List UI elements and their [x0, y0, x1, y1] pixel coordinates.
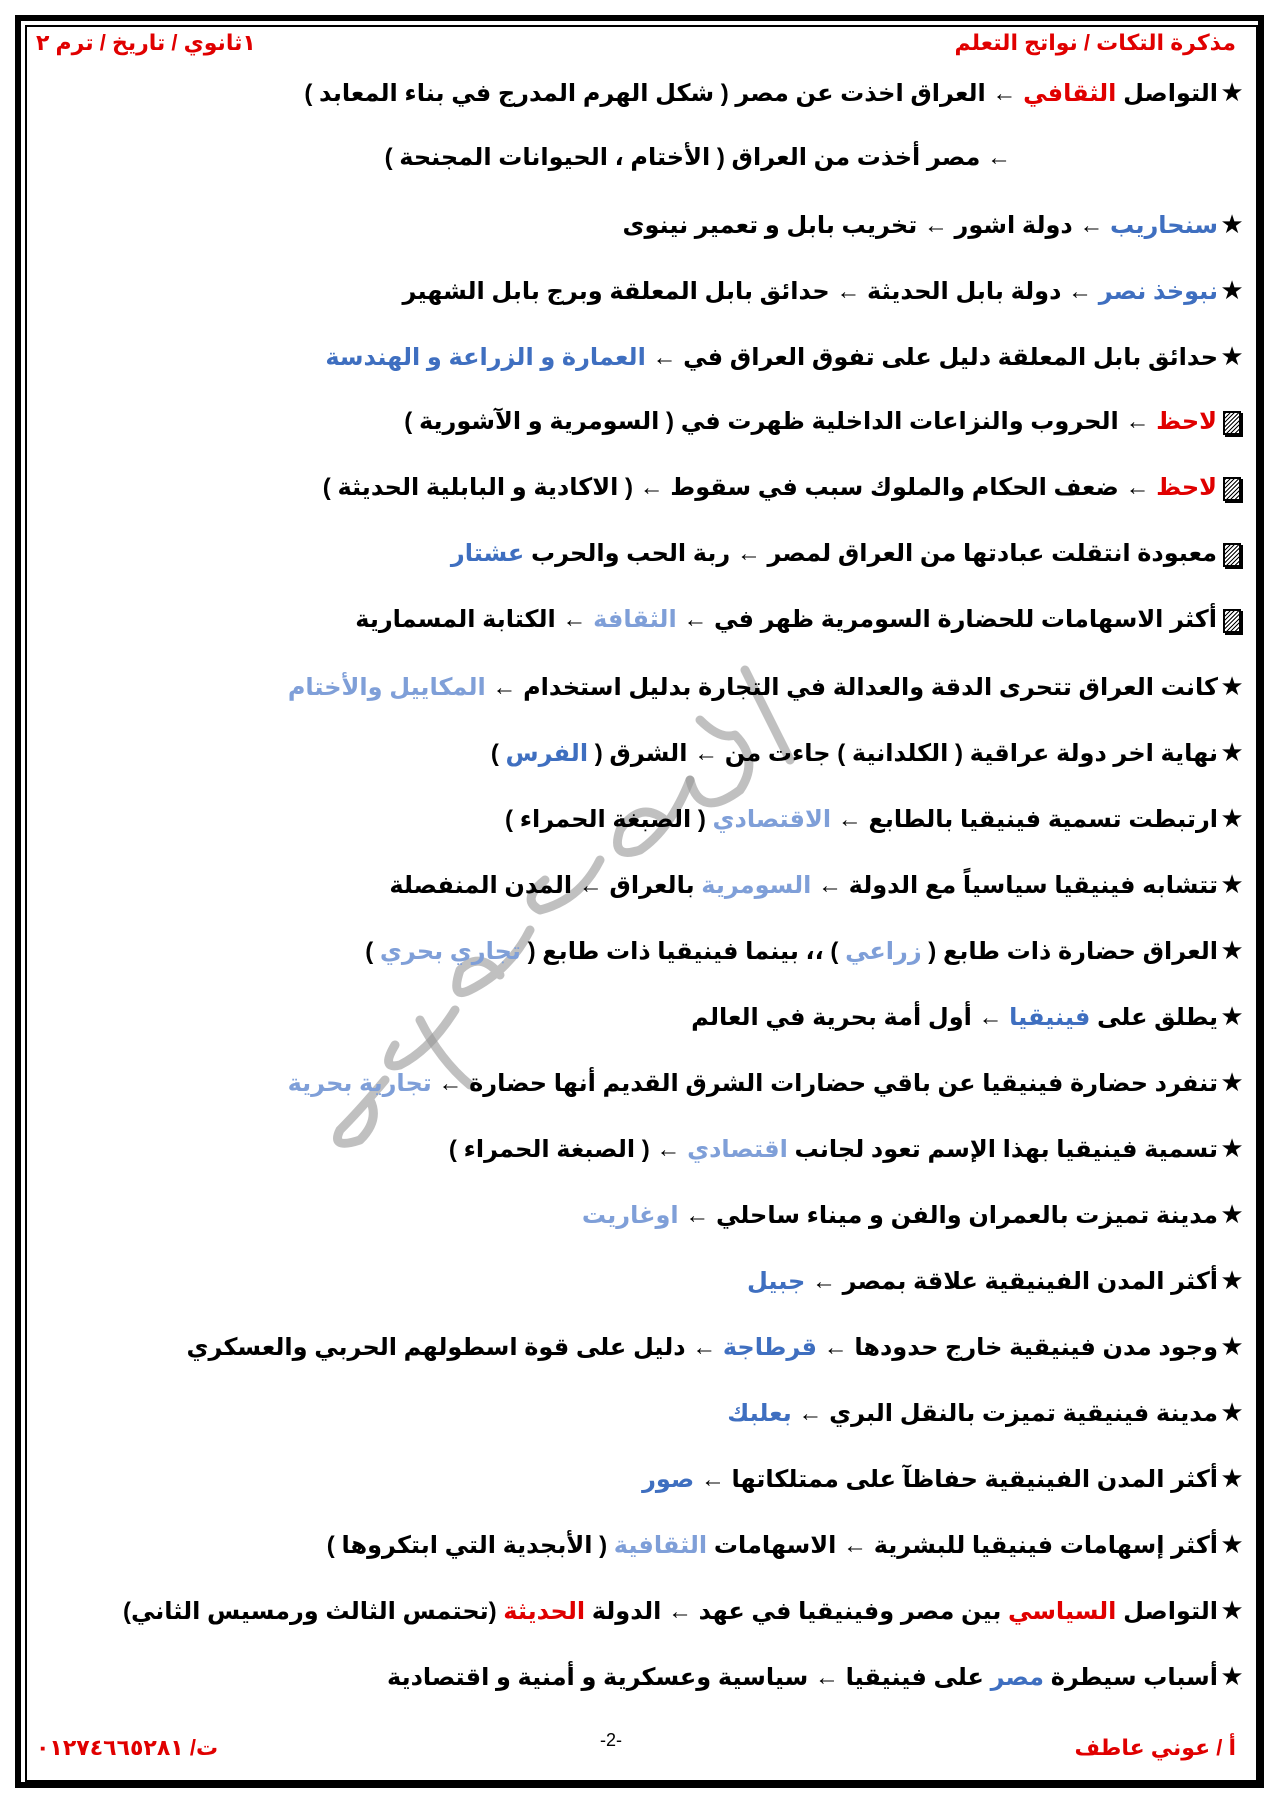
- note-text: مدينة تميزت بالعمران والفن و ميناء ساحلي ←: [678, 1202, 1218, 1229]
- notebook-icon: [1223, 477, 1241, 501]
- list-item: [46, 719, 1246, 785]
- list-item: [46, 917, 1246, 983]
- star-bullet-icon: ★: [1220, 1463, 1244, 1493]
- highlighted-term: تجارية بحرية: [287, 1070, 432, 1097]
- star-bullet-icon: ★: [1220, 275, 1244, 305]
- highlighted-term: السومرية: [701, 872, 812, 899]
- list-item: [46, 653, 1246, 719]
- highlighted-term: مصر: [990, 1664, 1045, 1691]
- note-text: أكثر المدن الفينيقية علاقة بمصر ←: [805, 1268, 1218, 1295]
- highlighted-term: عشتار: [450, 540, 525, 567]
- star-bullet-icon: ★: [1220, 1661, 1244, 1691]
- list-item: [46, 521, 1246, 587]
- note-text: ): [490, 740, 506, 767]
- list-item: [46, 1247, 1246, 1313]
- note-text: وجود مدن فينيقية خارج حدودها ←: [817, 1334, 1218, 1361]
- note-text: ارتبطت تسمية فينيقيا بالطابع ←: [831, 806, 1218, 833]
- note-text: العراق حضارة ذات طابع (: [921, 938, 1218, 965]
- highlighted-term: جبيل: [747, 1268, 806, 1295]
- highlighted-term: الثقافة: [593, 606, 677, 633]
- star-bullet-icon: ★: [1220, 737, 1244, 767]
- notebook-icon: [1223, 609, 1241, 633]
- highlighted-term: اوغاريت: [581, 1202, 679, 1229]
- note-text: ← الكتابة المسمارية: [355, 606, 594, 633]
- highlighted-term: الفرس: [505, 740, 589, 767]
- list-item: [46, 1181, 1246, 1247]
- highlighted-term: العمارة و الزراعة و الهندسة: [325, 344, 646, 371]
- highlighted-term: صور: [642, 1466, 695, 1493]
- note-text: مدينة فينيقية تميزت بالنقل البري ←: [791, 1400, 1218, 1427]
- notebook-icon: [1223, 411, 1241, 435]
- list-item: [46, 1313, 1246, 1379]
- highlighted-term: الحديثة: [503, 1598, 586, 1625]
- list-item: [46, 851, 1246, 917]
- note-text: ← دولة اشور ← تخريب بابل و تعمير نينوى: [622, 212, 1111, 239]
- note-text: ← أول أمة بحرية في العالم: [691, 1004, 1010, 1031]
- note-text: ← ( الصبغة الحمراء ): [448, 1136, 688, 1163]
- star-bullet-icon: ★: [1220, 209, 1244, 239]
- list-item: [46, 1511, 1246, 1577]
- star-bullet-icon: ★: [1220, 1265, 1244, 1295]
- list-item: [46, 191, 1246, 257]
- highlighted-term: لاحظ: [1156, 474, 1217, 501]
- star-bullet-icon: ★: [1220, 671, 1244, 701]
- note-text: ← دولة بابل الحديثة ← حدائق بابل المعلقة وبرج بابل الشهير: [402, 278, 1099, 305]
- list-item: [46, 1445, 1246, 1511]
- highlighted-term: لاحظ: [1156, 408, 1217, 435]
- note-text: التواصل: [1116, 80, 1218, 107]
- list-item: [46, 1577, 1246, 1643]
- highlighted-term: بعلبك: [727, 1400, 792, 1427]
- note-text: ← الحروب والنزاعات الداخلية ظهرت في ( السومرية و الآشورية ): [404, 408, 1157, 435]
- note-text: ): [365, 938, 380, 965]
- note-text: على فينيقيا ← سياسية وعسكرية و أمنية و اقتصادية: [387, 1664, 991, 1691]
- list-item: [46, 1379, 1246, 1445]
- list-item: [46, 785, 1246, 851]
- list-item: [46, 1115, 1246, 1181]
- list-item: [46, 1643, 1246, 1709]
- list-item: [46, 125, 1246, 191]
- document-title: مذكرة التكات / نواتج التعلم: [954, 30, 1236, 55]
- course-label: ١ثانوي / تاريخ / ترم ٢: [36, 30, 256, 55]
- page-number: -2-: [600, 1730, 623, 1750]
- highlighted-term: الاقتصادي: [712, 806, 832, 833]
- list-item: [46, 59, 1246, 125]
- note-text: تسمية فينيقيا بهذا الإسم تعود لجانب: [787, 1136, 1218, 1163]
- star-bullet-icon: ★: [1220, 1133, 1244, 1163]
- star-bullet-icon: ★: [1220, 1199, 1244, 1229]
- star-bullet-icon: ★: [1220, 935, 1244, 965]
- note-text: كانت العراق تتحرى الدقة والعدالة في التجارة بدليل استخدام ←: [485, 674, 1218, 701]
- phone-number: ت/ ٠١٢٧٤٦٦٥٢٨١: [36, 1735, 219, 1760]
- highlighted-term: الثقافي: [1023, 80, 1117, 107]
- highlighted-term: المكاييل والأختام: [287, 674, 486, 701]
- note-text: أسباب سيطرة: [1044, 1664, 1218, 1691]
- star-bullet-icon: ★: [1220, 1331, 1244, 1361]
- note-text: (تحتمس الثالث ورمسيس الثاني): [122, 1598, 504, 1625]
- star-bullet-icon: ★: [1220, 77, 1244, 107]
- list-item: [46, 587, 1246, 653]
- note-text: ← ضعف الحكام والملوك سبب في سقوط ← ( الاكادية و البابلية الحديثة ): [322, 474, 1157, 501]
- highlighted-term: قرطاجة: [722, 1334, 817, 1361]
- star-bullet-icon: ★: [1220, 341, 1244, 371]
- star-bullet-icon: ★: [1220, 1529, 1244, 1559]
- highlighted-term: اقتصادي: [687, 1136, 788, 1163]
- list-item: [46, 1049, 1246, 1115]
- note-text: أكثر المدن الفينيقية حفاظآ على ممتلكاتها ←: [694, 1466, 1218, 1493]
- note-text: ( الصبغة الحمراء ): [505, 806, 713, 833]
- highlighted-term: فينيقيا: [1009, 1004, 1091, 1031]
- highlighted-term: نبوخذ نصر: [1098, 278, 1218, 305]
- highlighted-term: السياسي: [1008, 1598, 1117, 1625]
- star-bullet-icon: ★: [1220, 1067, 1244, 1097]
- note-text: ← دليل على قوة اسطولهم الحربي والعسكري: [186, 1334, 723, 1361]
- note-text: يطلق على: [1090, 1004, 1218, 1031]
- notebook-icon: [1223, 543, 1241, 567]
- list-item: [46, 323, 1246, 389]
- note-text: تتشابه فينيقيا سياسياً مع الدولة ←: [811, 872, 1218, 899]
- list-item: [46, 257, 1246, 323]
- note-text: ( الأبجدية التي ابتكروها ): [326, 1532, 614, 1559]
- author-name: أ / عوني عاطف: [1074, 1735, 1236, 1760]
- star-bullet-icon: ★: [1220, 1397, 1244, 1427]
- note-text: نهاية اخر دولة عراقية ( الكلدانية ) جاءت من ← الشرق (: [588, 740, 1218, 767]
- list-item: [46, 983, 1246, 1049]
- note-text: تنفرد حضارة فينيقيا عن باقي حضارات الشرق القديم أنها حضارة ←: [431, 1070, 1218, 1097]
- note-text: ← العراق اخذت عن مصر ( شكل الهرم المدرج في بناء المعابد ): [304, 80, 1024, 107]
- note-text: التواصل: [1116, 1598, 1218, 1625]
- note-text: بالعراق ← المدن المنفصلة: [389, 872, 702, 899]
- star-bullet-icon: ★: [1220, 1001, 1244, 1031]
- star-bullet-icon: ★: [1220, 1595, 1244, 1625]
- note-text: ← مصر أخذت من العراق ( الأختام ، الحيوانات المجنحة ): [384, 144, 1011, 171]
- highlighted-term: تجاري بحري: [379, 938, 521, 965]
- note-text: معبودة انتقلت عبادتها من العراق لمصر ← ربة الحب والحرب: [524, 540, 1217, 567]
- highlighted-term: الثقافية: [613, 1532, 708, 1559]
- note-text: أكثر الاسهامات للحضارة السومرية ظهر في ←: [676, 606, 1217, 633]
- note-text: بين مصر وفينيقيا في عهد ← الدولة: [585, 1598, 1009, 1625]
- note-text: أكثر إسهامات فينيقيا للبشرية ← الاسهامات: [707, 1532, 1218, 1559]
- highlighted-term: سنحاريب: [1110, 212, 1218, 239]
- star-bullet-icon: ★: [1220, 803, 1244, 833]
- list-item: [46, 455, 1246, 521]
- notes-list: [46, 59, 1246, 1709]
- star-bullet-icon: ★: [1220, 869, 1244, 899]
- list-item: [46, 389, 1246, 455]
- highlighted-term: زراعي: [845, 938, 922, 965]
- note-text: حدائق بابل المعلقة دليل على تفوق العراق في ←: [645, 344, 1218, 371]
- note-text: ) ،، بينما فينيقيا ذات طابع (: [520, 938, 846, 965]
